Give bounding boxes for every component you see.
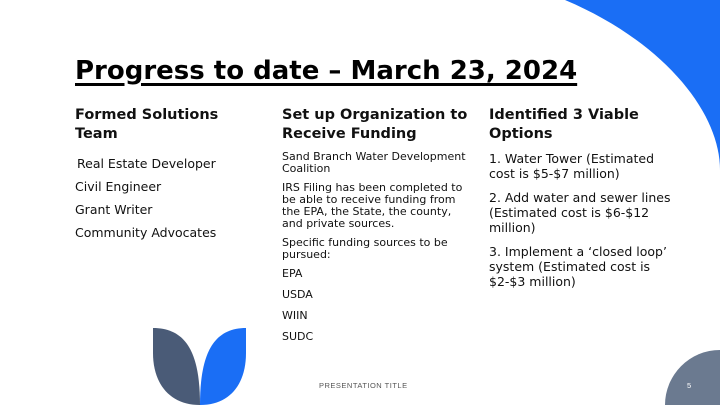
column-heading: Set up Organization to Receive Funding: [282, 107, 468, 142]
list-item: Specific funding sources to be pursued:: [282, 236, 448, 261]
list-item: 2. Add water and sewer lines (Estimated cost is $6-$12 million): [489, 190, 671, 235]
column-heading: Formed Solutions Team: [75, 107, 219, 142]
column-organization: [282, 106, 472, 352]
list-item: 1. Water Tower (Estimated cost is $5-$7 million): [489, 151, 655, 181]
list-item: 3. Implement a ‘closed loop’ system (Estimated cost is $2-$3 million): [489, 244, 667, 289]
list-item: USDA: [282, 288, 313, 301]
list-item: Grant Writer: [75, 202, 153, 217]
list-item: Sand Branch Water Development Coalition: [282, 150, 466, 175]
column-solutions-team: [75, 106, 255, 248]
leaf-decoration-icon: [150, 328, 250, 405]
list-item: EPA: [282, 267, 303, 280]
corner-circle-decoration: [665, 350, 720, 405]
slide-title: Progress to date – March 23, 2024: [75, 56, 578, 86]
list-item: SUDC: [282, 330, 314, 343]
list-item: WIIN: [282, 309, 308, 322]
list-item: Civil Engineer: [75, 179, 162, 194]
list-item: Community Advocates: [75, 225, 217, 240]
column-heading: Identified 3 Viable Options: [489, 107, 639, 142]
list-item: IRS Filing has been completed to be able to receive funding from the EPA, the State, the county, and private sources.: [282, 181, 463, 230]
list-item: Real Estate Developer: [77, 156, 216, 171]
column-options: [489, 106, 679, 298]
page-number: 5: [687, 381, 692, 390]
footer-presentation-title: PRESENTATION TITLE: [319, 381, 408, 390]
